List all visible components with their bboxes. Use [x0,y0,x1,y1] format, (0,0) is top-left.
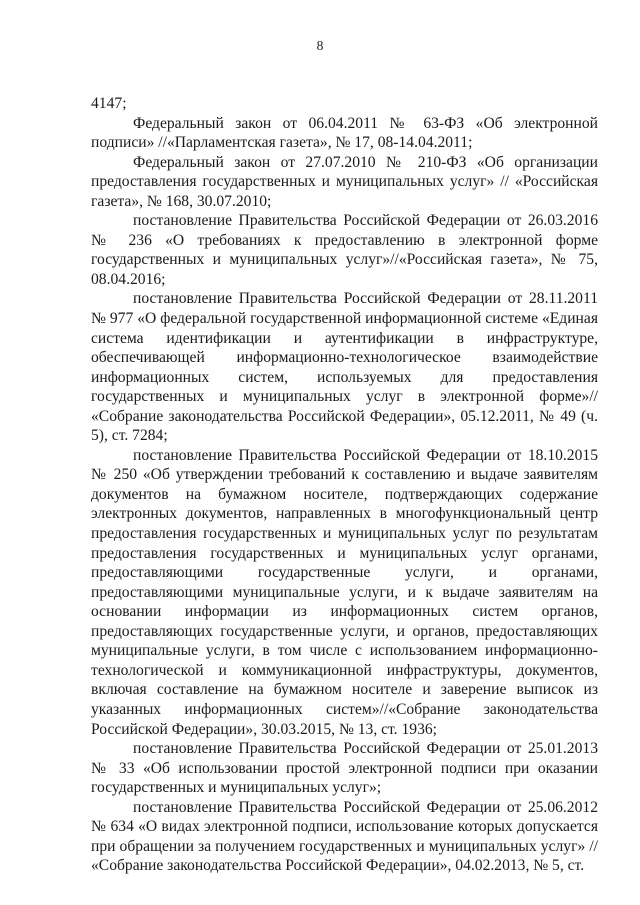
paragraph-resolution-977: постановление Правительства Российской Федерации от 28.11.2011 № 977 «О федеральной государственной информационной системе «Единая система идентификации и аутентификации в инфраструктуре, обеспечивающей информационно-технологическое взаимодействие информационных систем, используемых для предоставления государственных и муниципальных услуг в электронной форме»// «Собрание законодательства Российской Федерации», 05.12.2011, № 49 (ч. 5), ст. 7284; [91,290,598,445]
document-body [91,94,598,876]
paragraph-resolution-250: постановление Правительства Российской Федерации от 18.10.2015 № 250 «Об утверждении требований к составлению и выдаче заявителям документов на бумажном носителе, подтверждающих содержание электронных документов, направленных в многофункциональный центр предоставления государственных и муниципальных услуг по результатам предоставления государственных и муниципальных услуг органами, предоставляющими государственные услуги, и органами, предоставляющими муниципальные услуги, и к выдаче заявителям на основании информации из информационных систем органов, предоставляющих государственные услуги, и органов, предоставляющих муниципальные услуги, в том числе с использованием информационно-технологической и коммуникационной инфраструктуры, документов, включая составление на бумажном носителе и заверение выписок из указанных информационных систем»//«Собрание законодательства Российской Федерации», 30.03.2015, № 13, ст. 1936; [91,446,598,738]
paragraph-resolution-33: постановление Правительства Российской Федерации от 25.01.2013 № 33 «Об использовании простой электронной подписи при оказании государственных и муниципальных услуг»; [91,740,598,797]
paragraph-continuation: 4147; [91,95,127,112]
paragraph-law-63-fz: Федеральный закон от 06.04.2011 № 63-ФЗ «Об электронной подписи» //«Парламентская газета», № 17, 08-14.04.2011; [91,114,598,152]
paragraph-resolution-634: постановление Правительства Российской Федерации от 25.06.2012 № 634 «О видах электронной подписи, использование которых допускается при обращении за получением государственных и муниципальных услуг» // «Собрание законодательства Российской Федерации», 04.02.2013, № 5, ст. [91,798,598,875]
paragraph-law-210-fz: Федеральный закон от 27.07.2010 № 210-ФЗ «Об организации предоставления государственных и муниципальных услуг» // «Российская газета», № 168, 30.07.2010; [91,153,598,210]
page-number: 8 [316,38,324,53]
paragraph-resolution-236: постановление Правительства Российской Федерации от 26.03.2016 № 236 «О требованиях к предоставлению в электронной форме государственных и муниципальных услуг»//«Российская газета», № 75, 08.04.2016; [91,212,598,288]
